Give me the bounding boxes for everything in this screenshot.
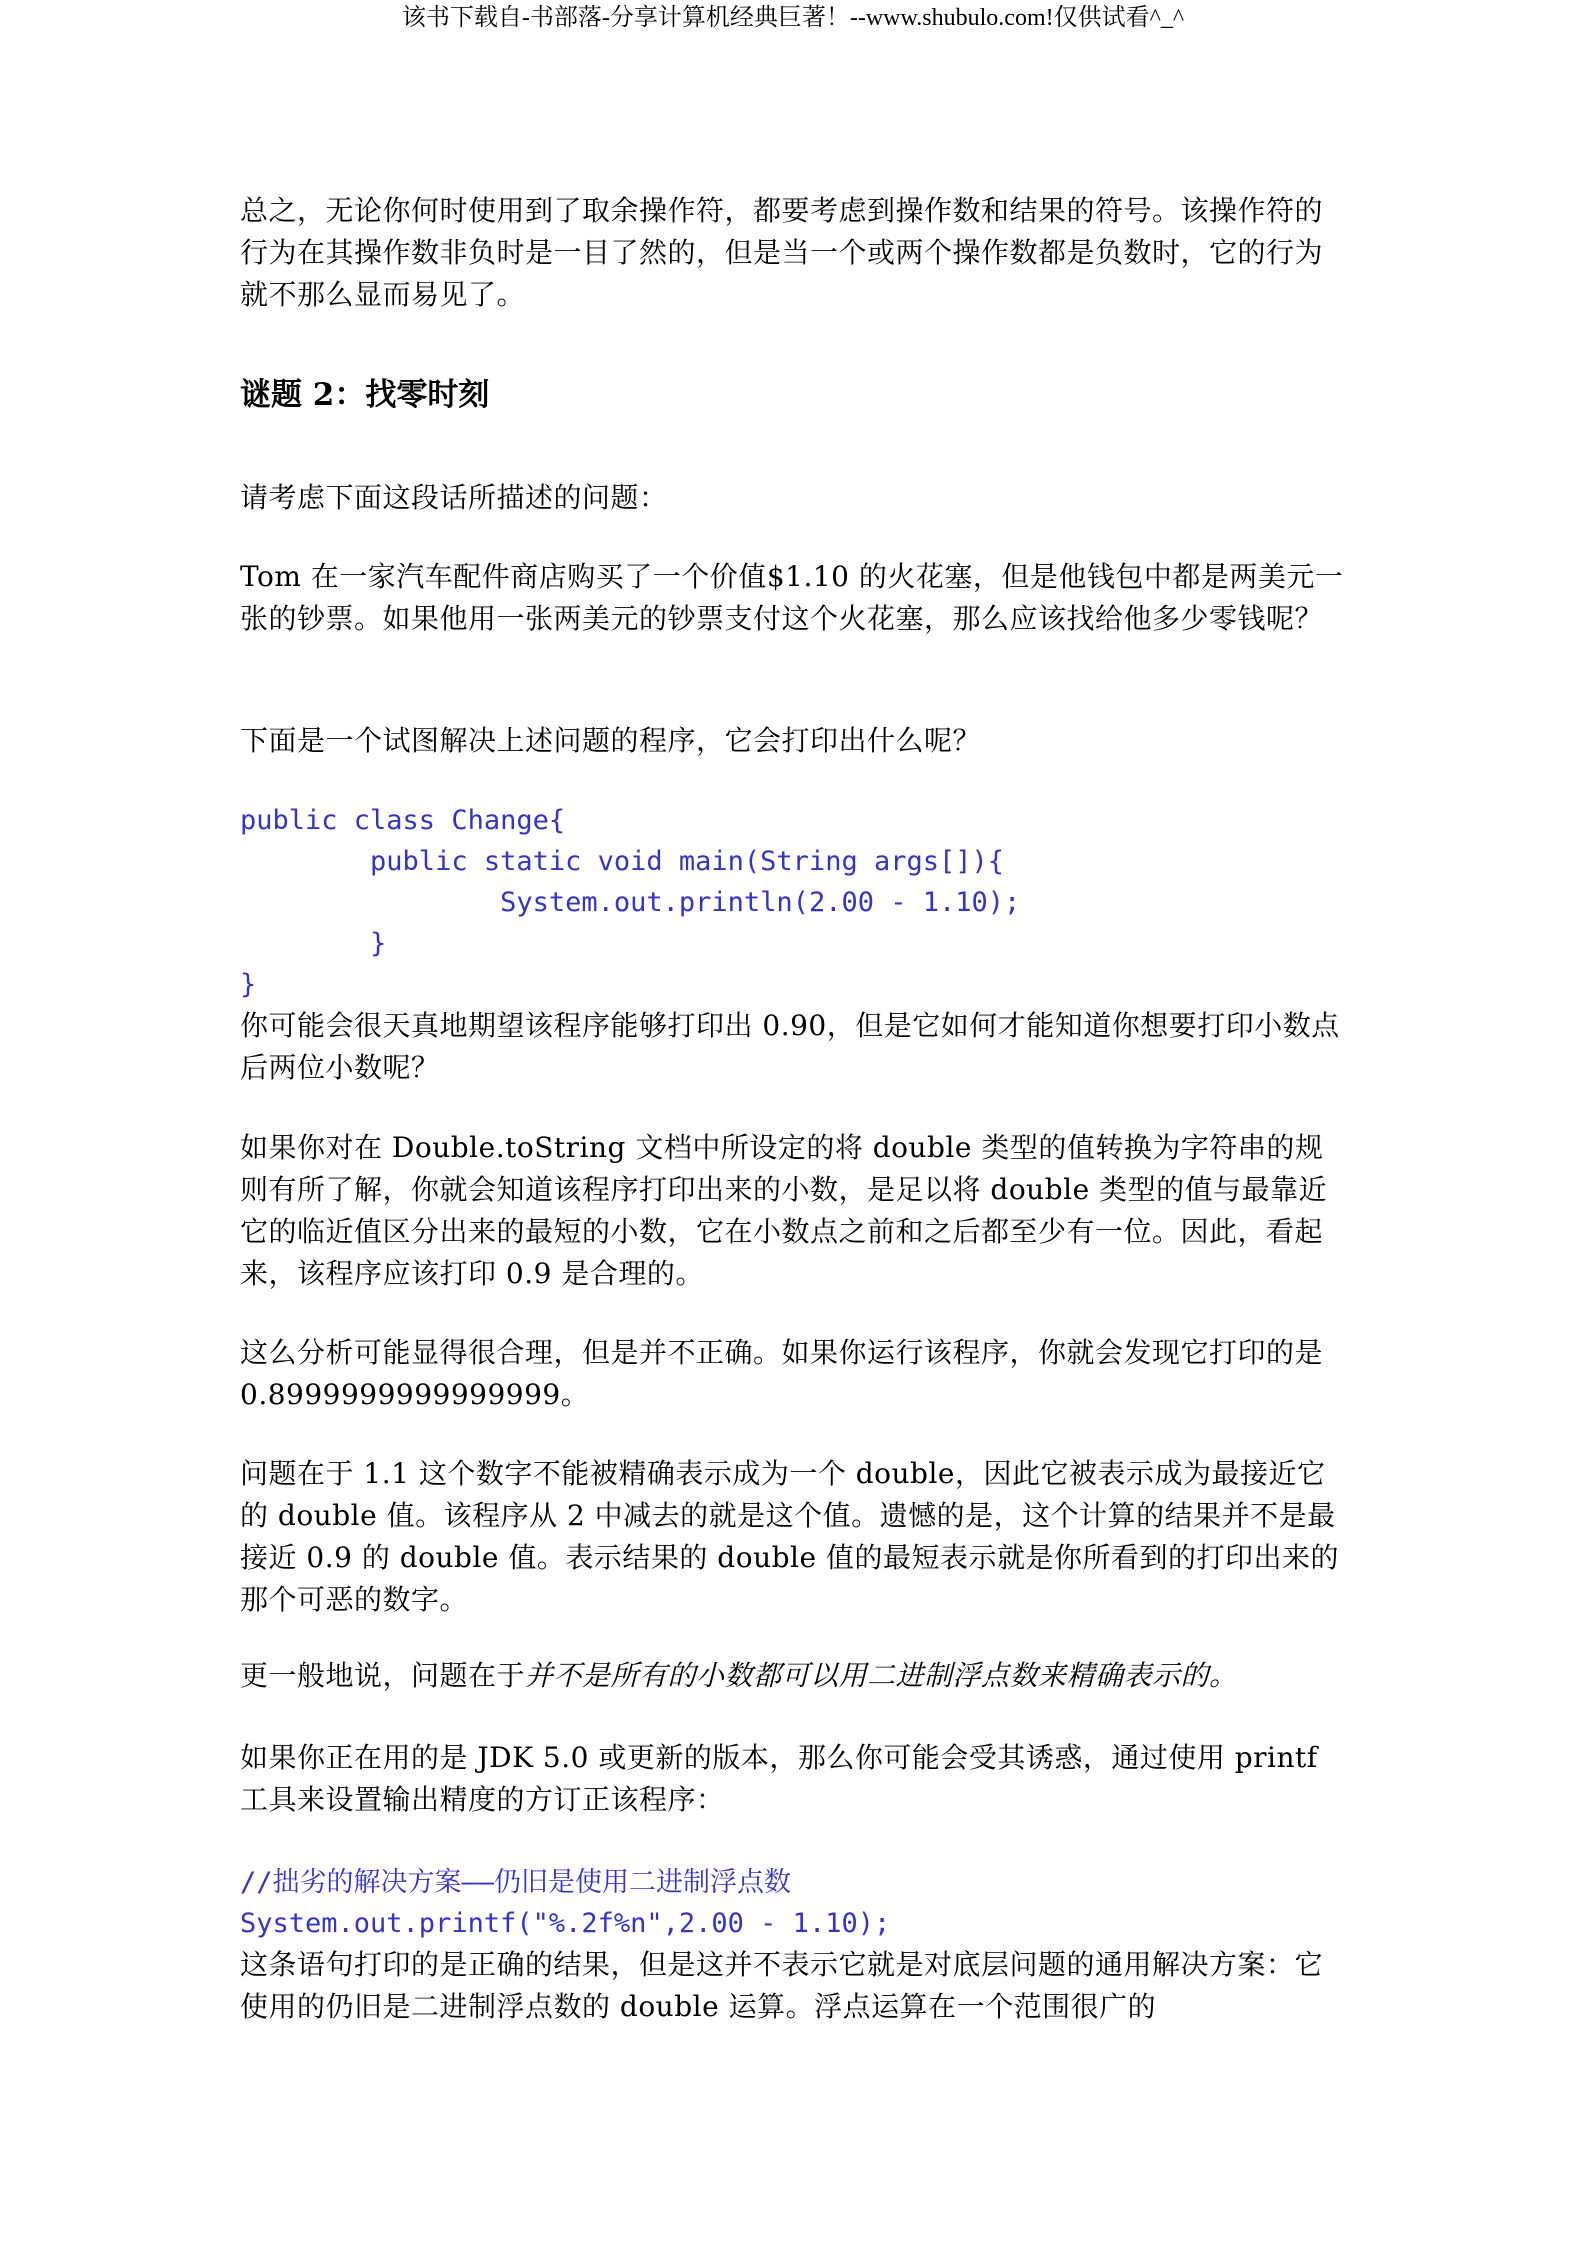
- code-line: }: [240, 969, 257, 1000]
- paragraph-incorrect: 这么分析可能显得很合理，但是并不正确。如果你运行该程序，你就会发现它打印的是 0.8999999999999999。: [240, 1336, 1333, 1411]
- paragraph-program-intro: 下面是一个试图解决上述问题的程序，它会打印出什么呢？: [240, 724, 982, 757]
- paragraph-problem-is: 问题在于 1.1 这个数字不能被精确表示成为一个 double，因此它被表示成为最接近它的 double 值。该程序从 2 中减去的就是这个值。遗憾的是，这个计算的结果并不是最接近 0.9 的 double 值。表示结果的 double 值的最短表示就是你所看到的打印出来的那个可恶的数字。: [240, 1457, 1339, 1616]
- code-line: }: [240, 928, 387, 959]
- general-emphasis: 并不是所有的小数都可以用二进制浮点数来精确表示的。: [525, 1659, 1238, 1692]
- watermark-header: 该书下载自-书部落-分享计算机经典巨著！--www.shubulo.com!仅供试看^_^: [401, 5, 1185, 31]
- paragraph-jdk: 如果你正在用的是 JDK 5.0 或更新的版本，那么你可能会受其诱惑，通过使用 printf 工具来设置输出精度的方订正该程序：: [240, 1741, 1328, 1816]
- code-line: System.out.println(2.00 - 1.10);: [240, 887, 1021, 918]
- paragraph-final: 这条语句打印的是正确的结果，但是这并不表示它就是对底层问题的通用解决方案：它使用的仍旧是二进制浮点数的 double 运算。浮点运算在一个范围很广的: [240, 1948, 1324, 2023]
- puzzle-title: 谜题 2：找零时刻: [240, 377, 490, 413]
- intro-paragraph: 总之，无论你何时使用到了取余操作符，都要考虑到操作数和结果的符号。该操作符的行为在其操作数非负时是一目了然的，但是当一个或两个操作数都是负数时，它的行为就不那么显而易见了。: [240, 194, 1324, 311]
- code-line: System.out.printf("%.2f%n",2.00 - 1.10);: [240, 1908, 891, 1939]
- code-line: public class Change{: [240, 805, 566, 836]
- general-prefix: 更一般地说，问题在于: [240, 1659, 526, 1692]
- paragraph-problem: Tom 在一家汽车配件商店购买了一个价值$1.10 的火花塞，但是他钱包中都是两美元一张的钞票。如果他用一张两美元的钞票支付这个火花塞，那么应该找给他多少零钱呢？: [240, 560, 1344, 635]
- code-line: public static void main(String args[]){: [240, 846, 1005, 877]
- paragraph-tostring: 如果你对在 Double.toString 文档中所设定的将 double 类型的值转换为字符串的规则有所了解，你就会知道该程序打印出来的小数，是足以将 double 类型的值与最靠近它的临近值区分出来的最短的小数，它在小数点之前和之后都至少有一位。因此，看起来，该程序应该打印 0.9 是合理的。: [240, 1131, 1328, 1290]
- paragraph-consider: 请考虑下面这段话所描述的问题：: [240, 481, 668, 514]
- code-comment: //拙劣的解决方案——仍旧是使用二进制浮点数: [240, 1867, 792, 1898]
- paragraph-general: [240, 1655, 1350, 1697]
- paragraph-expect: 你可能会很天真地期望该程序能够打印出 0.90，但是它如何才能知道你想要打印小数点后两位小数呢？: [240, 1009, 1340, 1084]
